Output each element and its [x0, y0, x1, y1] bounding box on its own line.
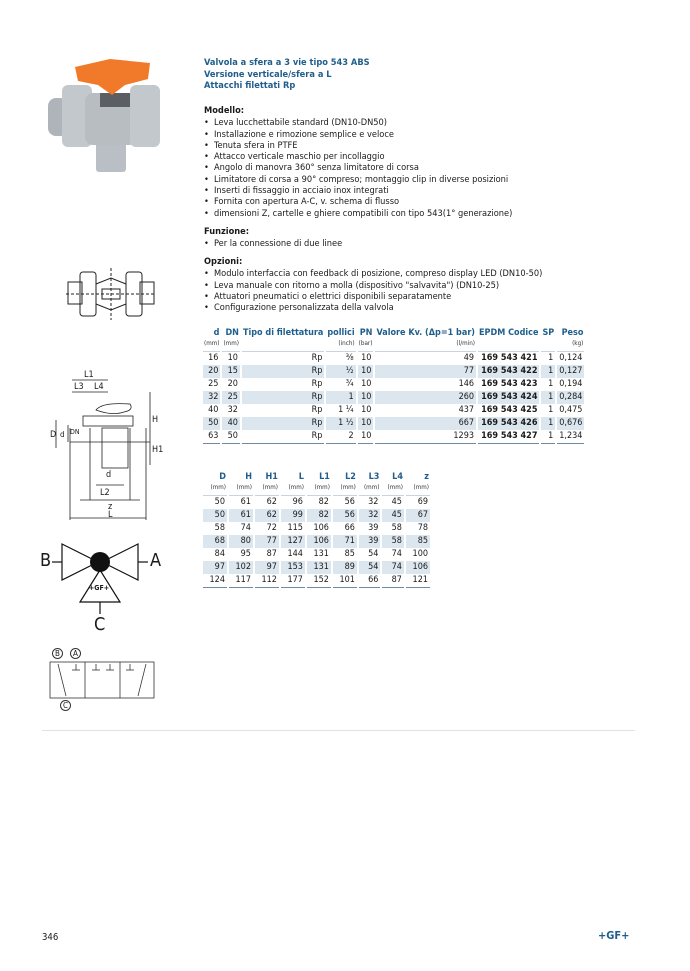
table-cell: 96 [292, 496, 303, 507]
header-label: Valore Kv. (Δp=1 bar) [376, 328, 476, 338]
column-header [222, 328, 239, 352]
table-cell: 80 [229, 535, 253, 548]
table-cell: 10 [361, 378, 372, 389]
table-row [203, 509, 430, 522]
funzione-heading: Funzione: [204, 226, 250, 237]
page-number: 346 [42, 932, 59, 943]
table-cell: 1,234 [557, 430, 584, 444]
table-cell: 10 [358, 365, 374, 378]
header-label: EPDM Codice [479, 328, 539, 338]
table-cell: 97 [203, 561, 227, 574]
table-cell: 85 [406, 535, 430, 548]
port-c-label: C [94, 614, 106, 635]
list-item: • Attacco verticale maschio per incollaggio [204, 151, 584, 162]
header-unit: (mm) [413, 483, 429, 491]
header-label: L2 [345, 472, 356, 482]
table-cell: 97 [255, 561, 279, 574]
table-row [203, 574, 430, 588]
table-cell: 1293 [375, 430, 476, 444]
header-label: H [245, 472, 252, 482]
header-unit: (mm) [288, 483, 304, 491]
table-cell: 85 [344, 548, 355, 559]
table-cell: Rp [242, 365, 324, 378]
table-cell: 260 [375, 391, 476, 404]
list-item: • Tenuta sfera in PTFE [204, 140, 584, 151]
column-header [557, 328, 584, 352]
table-row [203, 522, 430, 535]
dim-label-D: D [50, 430, 57, 440]
table-cell: 32 [368, 496, 379, 507]
table-cell: 50 [203, 417, 220, 430]
table-cell: 1 [541, 365, 555, 378]
table-cell: 40 [208, 404, 219, 415]
table-cell: 50 [214, 496, 225, 507]
table-cell: 10 [358, 417, 374, 430]
flow-diagram [40, 540, 170, 640]
table-cell: 54 [359, 561, 381, 574]
table-cell: 82 [318, 496, 329, 507]
table-cell: 112 [255, 574, 279, 588]
list-item: • Leva lucchettabile standard (DN10-DN50) [204, 117, 584, 128]
table-cell: 20 [227, 378, 238, 389]
table-cell: 77 [375, 365, 476, 378]
header-unit: (bar) [358, 339, 373, 347]
table-cell: 39 [368, 522, 379, 533]
dim-label-l: L [108, 510, 113, 520]
header-unit: (mm) [204, 339, 220, 347]
table-cell: 20 [203, 365, 220, 378]
column-header [255, 472, 279, 496]
table-cell: 0,124 [559, 352, 583, 363]
table-cell: ½ [326, 365, 355, 378]
table-cell: 1 [541, 417, 555, 430]
table-cell: 87 [266, 548, 277, 559]
table-cell: 32 [203, 391, 220, 404]
table-cell: 0,676 [559, 417, 583, 428]
table-cell: 32 [359, 509, 381, 522]
table-cell: 169 543 422 [478, 365, 539, 378]
table-cell: 15 [222, 365, 239, 378]
header-unit: (kg) [572, 339, 584, 347]
table-cell: 152 [307, 574, 331, 588]
table-cell: 0,475 [559, 404, 583, 415]
dimension-drawing [50, 370, 170, 530]
table-cell: 74 [382, 561, 404, 574]
table-cell: 100 [412, 548, 428, 559]
table-row [203, 378, 584, 391]
table-cell: ¾ [345, 378, 354, 389]
header-label: L1 [319, 472, 330, 482]
table-cell: 131 [313, 548, 329, 559]
table-cell: Rp [242, 417, 324, 430]
dim-label-l3: L3 [74, 382, 84, 392]
table-cell: 177 [281, 574, 305, 588]
title-line-2: Versione verticale/sfera a L [204, 68, 332, 80]
list-item: • dimensioni Z, cartelle e ghiere compatibili con tipo 543(1° generazione) [204, 208, 584, 219]
table-cell: 40 [222, 417, 239, 430]
header-label: d [213, 328, 220, 338]
table-cell: 78 [417, 522, 428, 533]
table-row [203, 561, 430, 574]
list-item: • Attuatori pneumatici o elettrici disponibili separatamente [204, 291, 584, 302]
gf-logo-mark: +GF+ [89, 584, 110, 592]
dim-label-l4: L4 [94, 382, 104, 392]
modello-heading: Modello: [204, 105, 245, 116]
table-cell: 89 [333, 561, 357, 574]
table-row [203, 535, 430, 548]
header-label: H1 [265, 472, 278, 482]
section-opzioni [204, 256, 584, 313]
table-cell: 54 [368, 548, 379, 559]
table-cell: 117 [229, 574, 253, 588]
table-cell: 95 [240, 548, 251, 559]
header-unit: (mm) [223, 339, 239, 347]
dim-label-l1: L1 [84, 370, 94, 380]
table-cell: 1 [326, 391, 355, 404]
list-item: • Angolo di manovra 360° senza limitatore di corsa [204, 162, 584, 173]
table-cell: 1 ¼ [338, 404, 354, 415]
table-row [203, 496, 430, 509]
column-header [358, 328, 374, 352]
table-cell: 69 [417, 496, 428, 507]
table-cell: 102 [229, 561, 253, 574]
table-cell: 62 [255, 509, 279, 522]
section-funzione [204, 226, 584, 250]
table-cell: Rp [311, 404, 323, 415]
header-unit: (mm) [236, 483, 252, 491]
table-cell: 169 543 424 [478, 391, 539, 404]
table-cell: 10 [358, 430, 374, 444]
table-cell: 169 543 423 [481, 378, 538, 389]
column-header [203, 328, 220, 352]
table-row [203, 417, 584, 430]
table-cell: 61 [240, 496, 251, 507]
table-cell: 25 [208, 378, 219, 389]
header-label: PN [359, 328, 373, 338]
header-label: L4 [392, 472, 403, 482]
header-label: D [219, 472, 226, 482]
dimensions-table [201, 472, 432, 588]
column-header [359, 472, 381, 496]
product-title [204, 57, 370, 92]
dim-label-l2: L2 [100, 488, 110, 498]
gf-logo: +GF+ [598, 929, 630, 942]
list-item: • Fornita con apertura A-C, v. schema di flusso [204, 196, 584, 207]
table-cell: 16 [208, 352, 219, 363]
valve-top-view-drawing [66, 268, 156, 320]
table-cell: 146 [458, 378, 475, 389]
table-cell: 1 [541, 430, 555, 444]
table-cell: 84 [214, 548, 225, 559]
table-cell: 169 543 427 [478, 430, 539, 444]
opzioni-heading: Opzioni: [204, 256, 243, 267]
header-label: SP [542, 328, 555, 338]
header-label: z [424, 472, 429, 482]
table-cell: 63 [203, 430, 220, 444]
table-cell: 61 [229, 509, 253, 522]
table-row [203, 365, 584, 378]
schema-a: A [70, 648, 81, 659]
table-cell: ⅜ [345, 352, 354, 363]
header-label: L [298, 472, 304, 482]
title-line-1: Valvola a sfera a 3 vie tipo 543 ABS [204, 57, 370, 68]
column-header [326, 328, 355, 352]
table-cell: 82 [307, 509, 331, 522]
table-cell: 58 [391, 522, 402, 533]
list-item: • Modulo interfaccia con feedback di posizione, compreso display LED (DN10-50) [204, 268, 584, 279]
table-row [203, 404, 584, 417]
table-cell: 25 [222, 391, 239, 404]
dim-label-h1: H1 [152, 445, 164, 455]
table-cell: Rp [242, 391, 324, 404]
column-header [281, 472, 305, 496]
table-cell: 101 [333, 574, 357, 588]
switching-schema [48, 648, 158, 713]
table-cell: 10 [358, 391, 374, 404]
table-cell: 115 [287, 522, 303, 533]
column-header [229, 472, 253, 496]
table-cell: 66 [344, 522, 355, 533]
header-unit: (inch) [338, 339, 355, 347]
schema-b: B [52, 648, 63, 659]
header-unit: (l/min) [456, 339, 476, 347]
table-cell: Rp [242, 430, 324, 444]
dim-label-dn: DN [70, 428, 80, 436]
table-row [203, 548, 430, 561]
dim-label-d: d [106, 470, 112, 480]
table-row [203, 352, 584, 365]
column-header [478, 328, 539, 352]
table-cell: 106 [313, 522, 329, 533]
table-cell: 1 [548, 378, 554, 389]
header-label: Peso [561, 328, 584, 338]
table-cell: 74 [240, 522, 251, 533]
list-item: • Installazione e rimozione semplice e veloce [204, 129, 584, 140]
schema-c: C [60, 700, 71, 711]
table-cell: 99 [281, 509, 305, 522]
list-item: • Configurazione personalizzata della valvola [204, 302, 584, 313]
table-cell: 50 [203, 509, 227, 522]
title-line-3: Attacchi filettati Rp [204, 80, 296, 91]
header-label: L3 [368, 472, 380, 482]
table-cell: 71 [333, 535, 357, 548]
table-cell: 153 [281, 561, 305, 574]
table-row [203, 430, 584, 444]
table-cell: 144 [287, 548, 303, 559]
table-cell: 39 [359, 535, 381, 548]
header-unit: (mm) [340, 483, 356, 491]
column-header [307, 472, 331, 496]
header-label: pollici [327, 328, 355, 338]
table-cell: 1 [541, 391, 555, 404]
column-header [382, 472, 404, 496]
column-header [375, 328, 476, 352]
product-codes-table [201, 328, 586, 444]
dim-label-h: H [152, 415, 159, 425]
table-cell: 45 [391, 496, 402, 507]
table-cell: 77 [255, 535, 279, 548]
header-unit: (mm) [262, 483, 278, 491]
list-item: • Per la connessione di due linee [204, 238, 584, 249]
table-cell: 72 [266, 522, 277, 533]
table-cell: 56 [333, 509, 357, 522]
list-item: • Limitatore di corsa a 90° compreso; montaggio clip in diverse posizioni [204, 174, 584, 185]
table-cell: 667 [375, 417, 476, 430]
column-header [242, 328, 324, 352]
table-cell: 437 [458, 404, 475, 415]
table-cell: 58 [214, 522, 225, 533]
table-cell: 1 [548, 404, 554, 415]
valve-photo [40, 55, 160, 180]
header-label: Tipo di filettatura [242, 328, 324, 338]
column-header [406, 472, 430, 496]
table-cell: 121 [406, 574, 430, 588]
table-cell: 169 543 421 [481, 352, 538, 363]
table-cell: 49 [463, 352, 475, 363]
table-cell: 0,284 [559, 391, 583, 402]
port-a-label: A [150, 550, 162, 571]
column-header [541, 328, 555, 352]
list-item: • Leva manuale con ritorno a molla (dispositivo "salvavita") (DN10-25) [204, 280, 584, 291]
table-cell: Rp [311, 352, 323, 363]
section-modello [204, 105, 584, 219]
table-cell: 58 [382, 535, 404, 548]
table-cell: Rp [311, 378, 323, 389]
table-cell: 87 [382, 574, 404, 588]
table-cell: 66 [359, 574, 381, 588]
table-cell: 74 [391, 548, 402, 559]
table-cell: 2 [326, 430, 355, 444]
table-cell: 68 [203, 535, 227, 548]
table-cell: 50 [222, 430, 239, 444]
dim-label-d-side: d [60, 430, 65, 439]
column-header [203, 472, 227, 496]
table-cell: 127 [281, 535, 305, 548]
list-item: • Inserti di fissaggio in acciaio inox integrati [204, 185, 584, 196]
table-cell: 1 [548, 352, 554, 363]
table-cell: 106 [406, 561, 430, 574]
table-cell: 45 [382, 509, 404, 522]
table-cell: 67 [406, 509, 430, 522]
table-cell: 124 [203, 574, 227, 588]
table-cell: 10 [361, 352, 372, 363]
table-cell: 56 [344, 496, 355, 507]
table-cell: 131 [307, 561, 331, 574]
table-cell: 1 ½ [326, 417, 355, 430]
table-cell: 169 543 425 [481, 404, 538, 415]
header-unit: (mm) [363, 483, 380, 491]
header-label: DN [225, 328, 239, 338]
table-cell: 62 [266, 496, 277, 507]
column-header [333, 472, 357, 496]
table-cell: 10 [361, 404, 372, 415]
table-cell: 32 [227, 404, 238, 415]
table-cell: 0,194 [559, 378, 583, 389]
table-cell: 10 [227, 352, 238, 363]
table-cell: 169 543 426 [478, 417, 539, 430]
table-row [203, 391, 584, 404]
header-unit: (mm) [314, 483, 330, 491]
header-unit: (mm) [210, 483, 226, 491]
port-b-label: B [40, 550, 52, 571]
dim-label-z: z [108, 502, 113, 512]
table-cell: 0,127 [559, 365, 583, 376]
table-cell: 106 [307, 535, 331, 548]
divider [42, 730, 635, 731]
header-unit: (mm) [387, 483, 403, 491]
